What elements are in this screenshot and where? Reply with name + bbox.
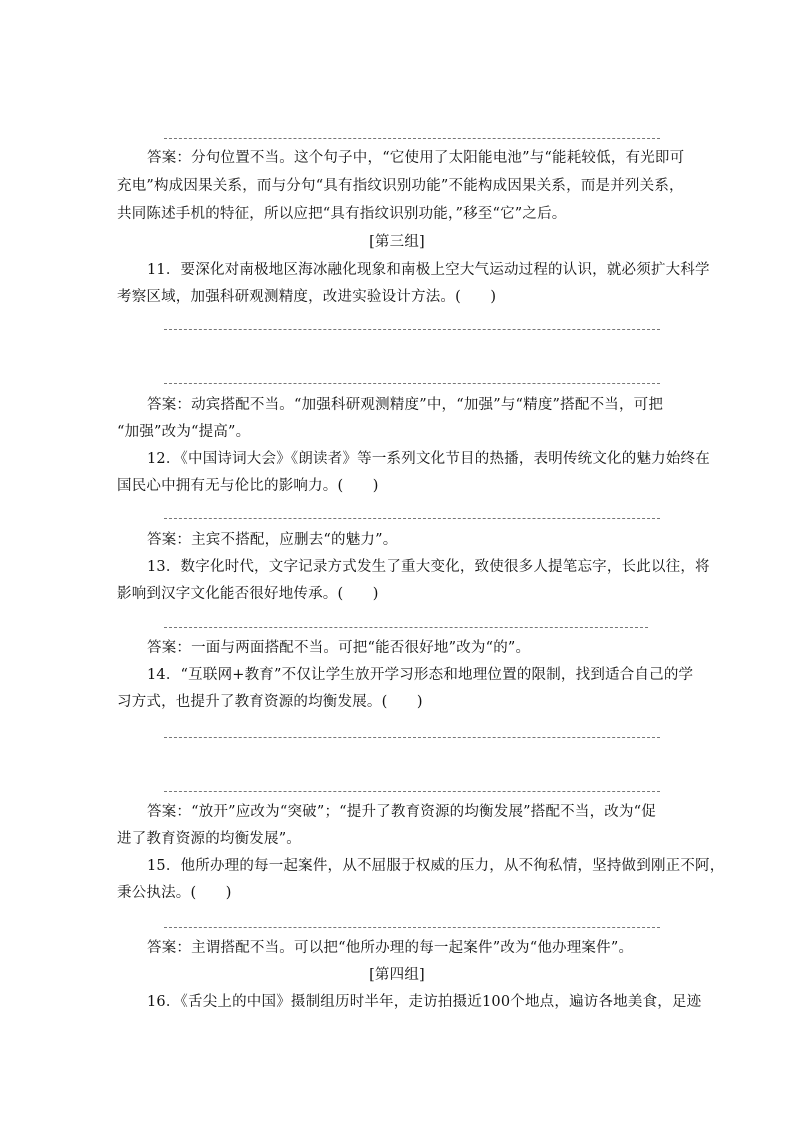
answer-blank-rule (164, 383, 660, 384)
answer-line: 答案：一面与两面搭配不当。可把“能否很好地”改为“的”。 (147, 640, 531, 656)
question-line: 国民心中拥有无与伦比的影响力。( ) (117, 478, 379, 494)
answer-line: “加强”改为“提高”。 (117, 424, 251, 440)
answer-line: 答案：主谓搭配不当。可以把“他所办理的每一起案件”改为“他办理案件”。 (147, 940, 634, 956)
answer-blank-rule (164, 518, 660, 519)
answer-blank-rule (164, 927, 660, 928)
answer-line: 充电”构成因果关系，而与分句“具有指纹识别功能”不能构成因果关系，而是并列关系， (117, 178, 684, 194)
question-line: 影响到汉字文化能否很好地传承。( ) (117, 586, 379, 602)
question-line: 16．《舌尖上的中国》摄制组历时半年，走访拍摄近100个地点，遍访各地美食，足迹 (147, 994, 702, 1010)
answer-blank-rule (164, 329, 660, 330)
answer-line: 答案：“放开”应改为“突破”；“提升了教育资源的均衡发展”搭配不当，改为“促 (147, 804, 656, 820)
answer-blank-rule (164, 791, 660, 792)
group-heading: [第三组] (369, 234, 425, 250)
answer-line: 进了教育资源的均衡发展”。 (117, 831, 302, 847)
question-line: 12．《中国诗词大会》《朗读者》等一系列文化节目的热播，表明传统文化的魅力始终在 (147, 451, 710, 467)
question-line: 考察区域，加强科研观测精度，改进实验设计方法。( ) (117, 289, 497, 305)
question-line: 13．数字化时代，文字记录方式发生了重大变化，致使很多人提笔忘字，长此以往，将 (147, 559, 710, 575)
question-line: 11．要深化对南极地区海冰融化现象和南极上空大气运动过程的认识，就必须扩大科学 (147, 262, 710, 278)
answer-line: 共同陈述手机的特征，所以应把“具有指纹识别功能，”移至“它”之后。 (117, 206, 567, 222)
answer-line: 答案：动宾搭配不当。“加强科研观测精度”中，“加强”与“精度”搭配不当，可把 (147, 397, 664, 413)
answer-line: 答案：主宾不搭配，应删去“的魅力”。 (147, 532, 398, 548)
answer-blank-rule (164, 138, 660, 139)
answer-line: 答案：分句位置不当。这个句子中，“它使用了太阳能电池”与“能耗较低，有光即可 (147, 150, 685, 166)
answer-blank-rule (164, 737, 660, 738)
question-line: 15．他所办理的每一起案件，从不屈服于权威的压力，从不徇私情，坚持做到刚正不阿， (147, 858, 725, 874)
question-line: 习方式，也提升了教育资源的均衡发展。( ) (117, 694, 423, 710)
answer-blank-rule (164, 627, 648, 628)
group-heading: [第四组] (369, 967, 425, 983)
question-line: 14．“互联网+教育”不仅让学生放开学习形态和地理位置的限制，找到适合自己的学 (147, 667, 694, 683)
question-line: 秉公执法。( ) (117, 885, 232, 901)
